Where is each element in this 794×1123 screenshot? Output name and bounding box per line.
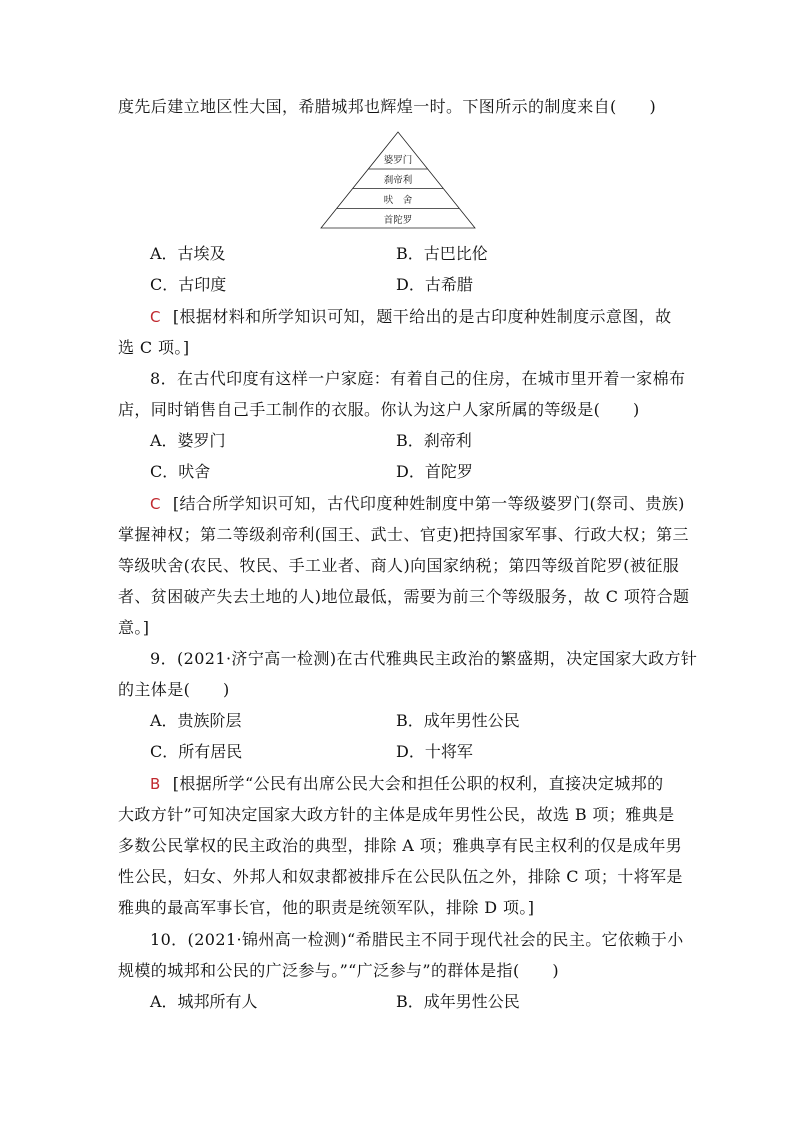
q8-explanation-2: 掌握神权；第二等级刹帝利(国王、武士、官吏)把持国家军事、行政大权；第三 [118, 525, 689, 544]
q8-option-b: B．刹帝利 [396, 431, 472, 450]
pyramid-level-1: 婆罗门 [383, 155, 413, 166]
q8-stem-2: 店，同时销售自己手工制作的衣服。你认为这户人家所属的等级是( ) [118, 400, 640, 419]
q8-explanation-4: 者、贫困破产失去土地的人)地位最低，需要为前三个等级服务，故 C 项符合题 [118, 587, 690, 606]
q8-explanation-5: 意。] [118, 618, 150, 637]
q7-explanation-1: [根据材料和所学知识可知，题干给出的是古印度种姓制度示意图，故 [172, 307, 672, 326]
q7-answer-line [150, 307, 672, 327]
q7-option-a: A．古埃及 [150, 244, 226, 263]
q8-option-d: D．首陀罗 [396, 462, 473, 481]
q10-stem-2: 规模的城邦和公民的广泛参与。”“广泛参与”的群体是指( ) [118, 961, 560, 980]
q7-explanation-2: 选 C 项。] [118, 338, 190, 357]
q7-option-c: C．古印度 [150, 275, 227, 294]
q10-stem-1: 10．(2021·锦州高一检测)“希腊民主不同于现代社会的民主。它依赖于小 [150, 930, 684, 949]
q7-answer-letter: C [150, 308, 161, 326]
q8-explanation-3: 等级吠舍(农民、牧民、手工业者、商人)向国家纳税；第四等级首陀罗(被征服 [118, 556, 680, 575]
q9-stem-1: 9．(2021·济宁高一检测)在古代雅典民主政治的繁盛期，决定国家大政方针 [150, 649, 698, 668]
q9-option-c: C．所有居民 [150, 742, 243, 761]
q8-explanation-1: [结合所学知识可知，古代印度种姓制度中第一等级婆罗门(祭司、贵族) [172, 494, 685, 513]
q9-explanation-4: 性公民，妇女、外邦人和奴隶都被排斥在公民队伍之外，排除 C 项；十将军是 [118, 867, 683, 886]
pyramid-level-2: 刹帝利 [383, 175, 413, 186]
q8-option-a: A．婆罗门 [150, 431, 226, 450]
q9-explanation-1: [根据所学“公民有出席公民大会和担任公职的权利，直接决定城邦的 [172, 774, 664, 793]
q8-stem-1: 8．在古代印度有这样一户家庭：有着自己的住房，在城市里开着一家棉布 [150, 369, 686, 388]
q7-option-b: B．古巴比伦 [396, 244, 488, 263]
q8-answer-line [150, 494, 685, 514]
q9-explanation-5: 雅典的最高军事长官，他的职责是统领军队，排除 D 项。] [118, 898, 535, 917]
caste-pyramid-diagram [320, 131, 476, 231]
q9-answer-line [150, 774, 664, 794]
q9-explanation-3: 多数公民掌权的民主政治的典型，排除 A 项；雅典享有民主权利的仅是成年男 [118, 836, 683, 855]
pyramid-level-4: 首陀罗 [383, 215, 413, 226]
q9-option-a: A．贵族阶层 [150, 711, 242, 730]
q9-explanation-2: 大政方针”可知决定国家大政方针的主体是成年男性公民，故选 B 项；雅典是 [118, 805, 675, 824]
q10-option-b: B．成年男性公民 [396, 992, 520, 1011]
q9-option-b: B．成年男性公民 [396, 711, 520, 730]
q9-option-d: D．十将军 [396, 742, 473, 761]
q7-option-d: D．古希腊 [396, 275, 473, 294]
q8-option-c: C．吠舍 [150, 462, 211, 481]
q7-stem-tail: 度先后建立地区性大国，希腊城邦也辉煌一时。下图所示的制度来自( ) [118, 97, 657, 116]
q9-stem-2: 的主体是( ) [118, 680, 230, 699]
q9-answer-letter: B [150, 775, 161, 793]
pyramid-level-3: 吠 舍 [383, 195, 413, 206]
q8-answer-letter: C [150, 495, 161, 513]
q10-option-a: A．城邦所有人 [150, 992, 258, 1011]
